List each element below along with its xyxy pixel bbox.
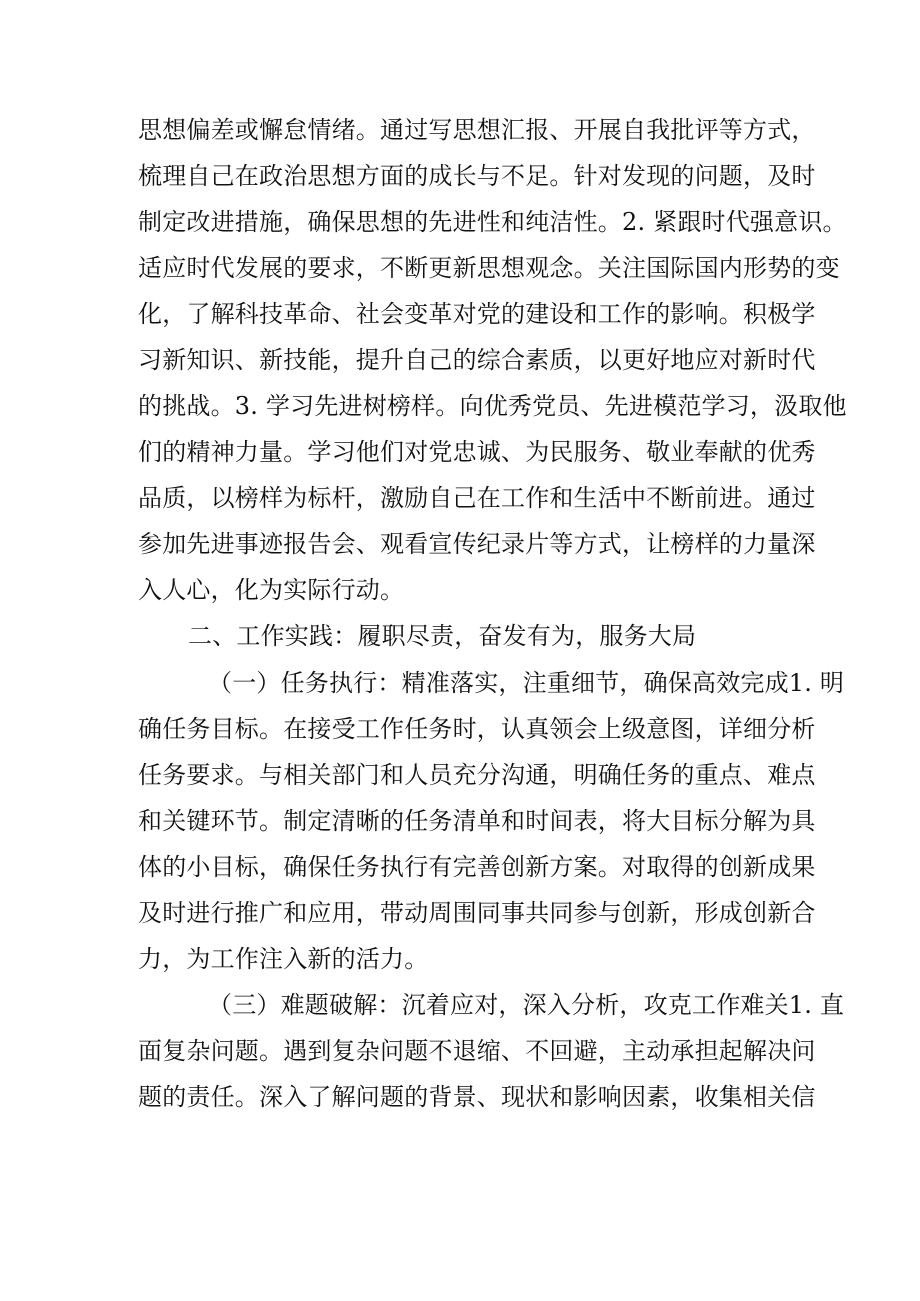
paragraph-line: 体的小目标，确保任务执行有完善创新方案。对取得的创新成果 [138,853,816,881]
paragraph-line: 思想偏差或懈怠情绪。通过写思想汇报、开展自我批评等方式， [138,116,816,144]
paragraph-line: 参加先进事迹报告会、观看宣传纪录片等方式，让榜样的力量深 [138,530,816,558]
paragraph-line: 任务要求。与相关部门和人员充分沟通，明确任务的重点、难点 [138,761,816,789]
subsection-heading: （三）难题破解：沉着应对，深入分析，攻克工作难关1. 直 [208,991,845,1019]
paragraph-line: 的挑战。3. 学习先进树榜样。向优秀党员、先进模范学习，汲取他 [138,392,847,420]
paragraph-line: 确任务目标。在接受工作任务时，认真领会上级意图，详细分析 [138,715,816,743]
paragraph-line: 习新知识、新技能，提升自己的综合素质，以更好地应对新时代 [138,346,816,374]
paragraph-line: 题的责任。深入了解问题的背景、现状和影响因素，收集相关信 [138,1083,816,1111]
paragraph-line: 入人心，化为实际行动。 [138,576,405,604]
paragraph-line: 面复杂问题。遇到复杂问题不退缩、不回避，主动承担起解决问 [138,1037,816,1065]
section-heading: 二、工作实践：履职尽责，奋发有为，服务大局 [188,622,697,650]
paragraph-line: 化，了解科技革命、社会变革对党的建设和工作的影响。积极学 [138,300,816,328]
paragraph-line: 梳理自己在政治思想方面的成长与不足。针对发现的问题，及时 [138,162,816,190]
paragraph-line: 们的精神力量。学习他们对党忠诚、为民服务、敬业奉献的优秀 [138,438,816,466]
paragraph-line: 力，为工作注入新的活力。 [138,945,429,973]
paragraph-line: 及时进行推广和应用，带动周围同事共同参与创新，形成创新合 [138,899,816,927]
paragraph-line: 适应时代发展的要求，不断更新思想观念。关注国际国内形势的变 [138,254,840,282]
paragraph-line: 和关键环节。制定清晰的任务清单和时间表，将大目标分解为具 [138,807,816,835]
paragraph-line: 品质，以榜样为标杆，激励自己在工作和生活中不断前进。通过 [138,484,816,512]
subsection-heading: （一）任务执行：精准落实，注重细节，确保高效完成1. 明 [208,669,845,697]
paragraph-line: 制定改进措施，确保思想的先进性和纯洁性。2. 紧跟时代强意识。 [138,208,847,236]
